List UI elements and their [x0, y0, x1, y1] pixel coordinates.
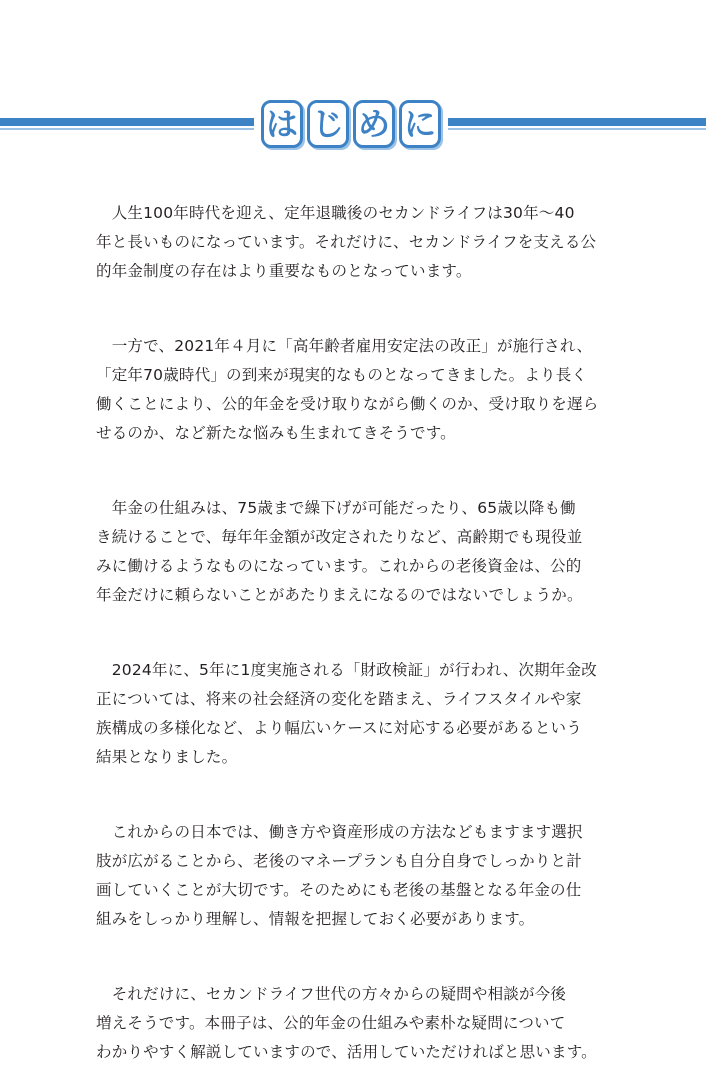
title-char: じ: [307, 100, 349, 148]
title-char: は: [261, 100, 303, 148]
paragraph-5: これからの日本では、働き方や資産形成の方法などもますます選択 肢が広がることから、老後のマネープランも自分自身でしっかりと計 画していくことが大切です。そのためにも老後の基盤となる年金の仕 組みをしっかり理解し、情報を把握しておく必要があります。: [96, 823, 583, 928]
paragraph-3: 年金の仕組みは、75歳まで繰下げが可能だったり、65歳以降も働 き続けることで、毎年年金額が改定されたりなど、高齢期でも現役並 みに働けるようなものになっています。これからの老後資金は、公的 年金だけに頼らないことがあたりまえになるのではないでしょうか。: [96, 499, 583, 604]
paragraph-2: 一方で、2021年４月に「高年齢者雇用安定法の改正」が施行され、 「定年70歳時代」の到来が現実的なものとなってきました。より長く 働くことにより、公的年金を受け取りながら働くのか、受け取りを遅ら せるのか、など新たな悩みも生まれてきそうです。: [96, 337, 599, 442]
page-title: [254, 96, 448, 152]
title-char: に: [399, 100, 441, 148]
paragraph-1: 人生100年時代を迎え、定年退職後のセカンドライフは30年～40 年と長いものになっています。それだけに、セカンドライフを支える公 的年金制度の存在はより重要なものとなっています。: [96, 204, 597, 280]
title-char: め: [353, 100, 395, 148]
paragraph-6: それだけに、セカンドライフ世代の方々からの疑問や相談が今後 増えそうです。本冊子は、公的年金の仕組みや素朴な疑問について わかりやすく解説していますので、活用していただければと思います。: [96, 985, 597, 1061]
paragraph-4: 2024年に、5年に1度実施される「財政検証」が行われ、次期年金改 正については、将来の社会経済の変化を踏まえ、ライフスタイルや家 族構成の多様化など、より幅広いケースに対応する必要があるという 結果となりました。: [96, 661, 597, 766]
body-text: [96, 199, 614, 1067]
